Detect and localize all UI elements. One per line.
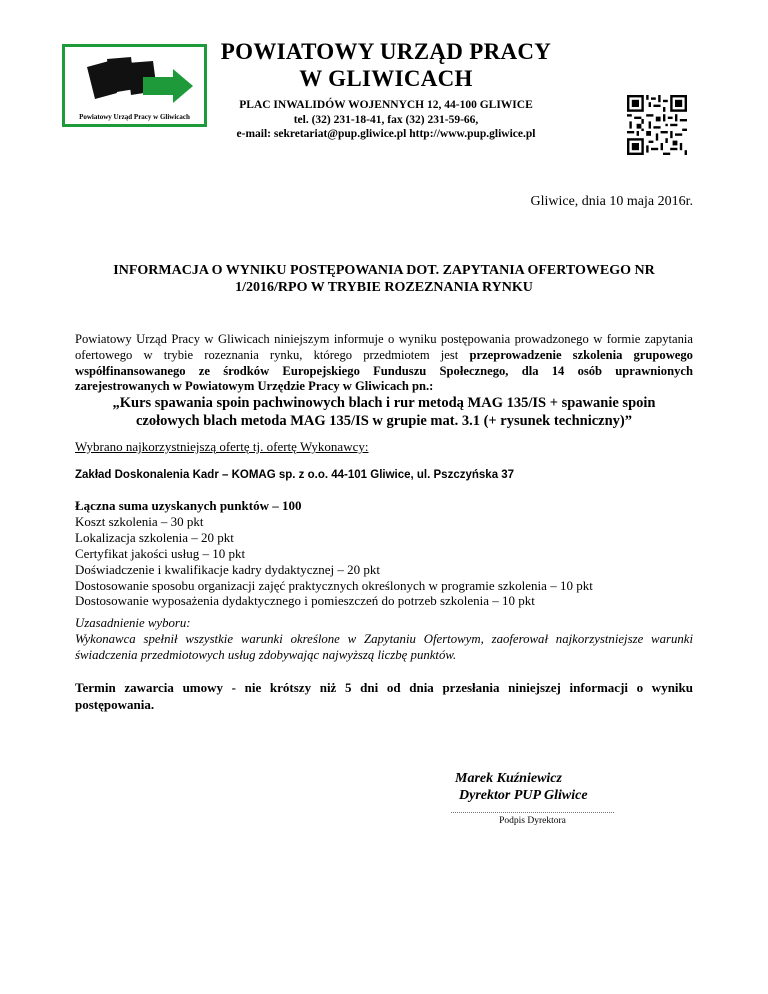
signature-block [455,770,615,804]
intro-text: Powiatowy Urząd Pracy w Gliwicach niniejszym informuje o wyniku postępowania prowadzonego w formie zapytania ofertowego w trybie rozeznania rynku, którego przedmiotem jest [75,332,693,362]
email-web-line: e-mail: sekretariat@pup.gliwice.pl http://www.pup.gliwice.pl [236,128,536,140]
contract-term: Termin zawarcia umowy - nie krótszy niż 5 dni od dnia przesłania niniejszej informacji o wyniku postępowania. [75,680,693,712]
qr-code-icon [627,95,687,155]
office-title-line1: POWIATOWY URZĄD PRACY [220,39,552,64]
phone-line: tel. (32) 231-18-41, fax (32) 231-59-66, [293,113,479,126]
document-title-line1: INFORMACJA O WYNIKU POSTĘPOWANIA DOT. ZAPYTANIA OFERTOWEGO NR [113,263,655,278]
office-address [210,98,562,142]
points-item: Certyfikat jakości usług – 10 pkt [75,545,246,561]
justification-heading: Uzasadnienie wyboru: [75,616,191,630]
points-item: Doświadczenie i kwalifikacje kadry dydaktycznej – 20 pkt [75,561,381,577]
intro-bold-text: przeprowadzenie szkolenia grupowego współfinansowanego ze środków Europejskiego Funduszu Społecznego, dla 14 osób uprawnionych zarejestrowanych w Powiatowym Urzędzie Pracy w Gliwicach pn.: [75,347,693,394]
points-item: Koszt szkolenia – 30 pkt [75,513,204,529]
points-heading: Łączna suma uzyskanych punktów – 100 [75,498,302,513]
course-title [75,394,693,430]
signature-line [451,812,614,813]
course-title-line2: czołowych blach metoda MAG 135/IS w grupie mat. 3.1 (+ rysunek techniczny)” [136,413,632,429]
signature-label: Podpis Dyrektora [499,816,566,826]
intro-paragraph [75,332,693,395]
course-title-line1: „Kurs spawania spoin pachwinowych blach i rur metodą MAG 135/IS + spawanie spoin [112,395,656,411]
address-line: PLAC INWALIDÓW WOJENNYCH 12, 44-100 GLIWICE [239,99,533,111]
document-title [75,262,693,296]
justification-section [75,615,693,663]
office-title [210,38,562,92]
logo-caption: Powiatowy Urząd Pracy w Gliwicach [79,113,190,121]
points-item: Dostosowanie sposobu organizacji zajęć praktycznych określonych w programie szkolenia – 10 pkt [75,577,593,593]
office-logo [62,44,207,127]
chosen-offer-label: Wybrano najkorzystniejszą ofertę tj. ofertę Wykonawcy: [75,439,369,454]
points-section [75,498,693,609]
points-item: Lokalizacja szkolenia – 20 pkt [75,529,234,545]
document-title-line2: 1/2016/RPO W TRYBIE ROZEZNANIA RYNKU [235,280,533,295]
selected-company: Zakład Doskonalenia Kadr – KOMAG sp. z o.o. 44-101 Gliwice, ul. Pszczyńska 37 [75,469,515,481]
signatory-role: Dyrektor PUP Gliwice [459,788,588,803]
logo-emblem-icon [65,47,204,109]
points-item: Dostosowanie wyposażenia dydaktycznego i pomieszczeń do potrzeb szkolenia – 10 pkt [75,593,535,609]
justification-text: Wykonawca spełnił wszystkie warunki określone w Zapytaniu Ofertowym, zaoferował najkorzystniejsze warunki świadczenia przedmiotowych usług zdobywając najwyższą liczbę punktów. [75,632,693,662]
signatory-name: Marek Kuźniewicz [455,771,562,786]
document-date: Gliwice, dnia 10 maja 2016r. [530,194,693,209]
office-title-line2: W GLIWICACH [299,66,473,91]
